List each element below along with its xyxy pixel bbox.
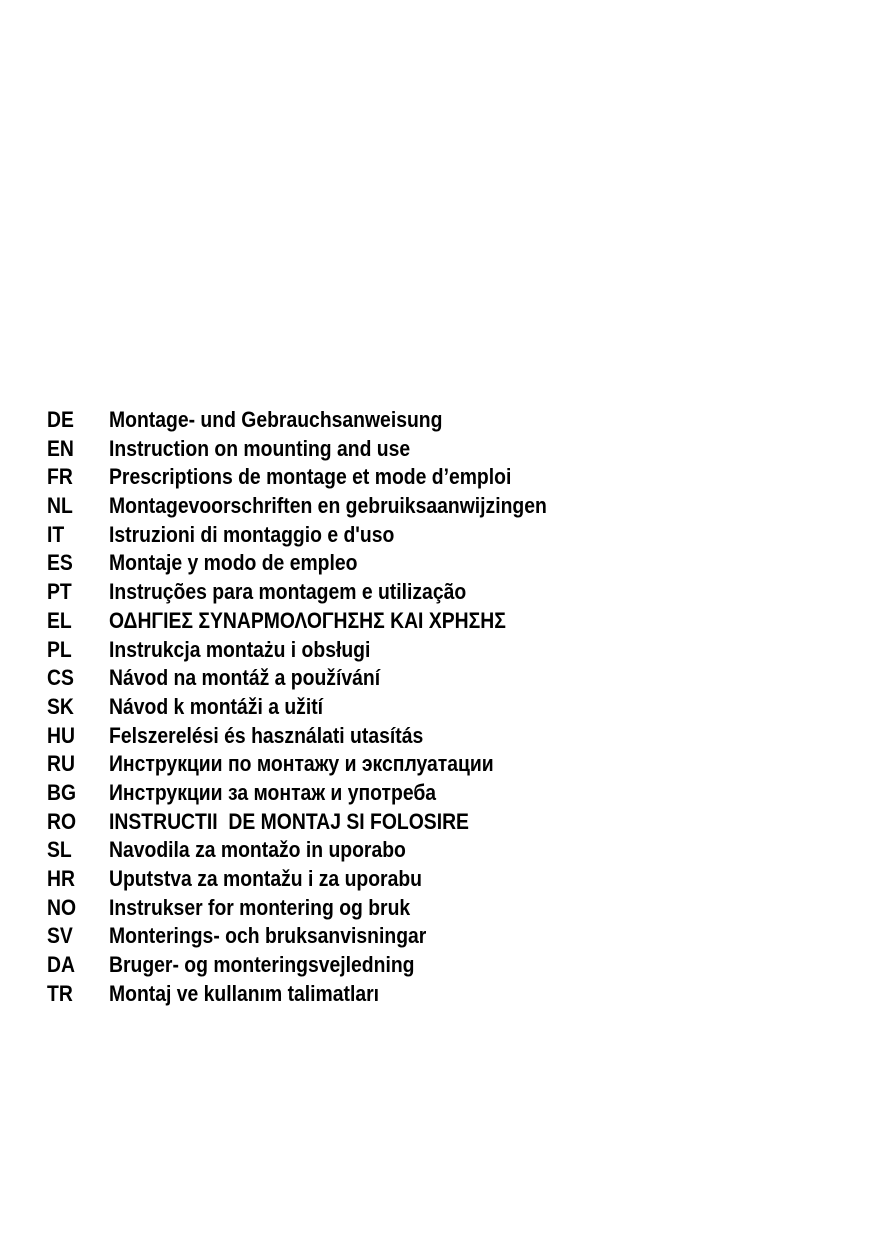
- language-code: NO: [47, 894, 77, 920]
- language-title: Инструкции за монтаж и употреба: [109, 779, 437, 805]
- language-title: Instrukcja montażu i obsługi: [109, 636, 371, 662]
- language-row-hu: [0, 722, 875, 751]
- language-row-ru: [0, 750, 875, 779]
- language-code: PT: [47, 579, 72, 605]
- language-row-tr: [0, 980, 875, 1009]
- language-row-fr: [0, 463, 875, 492]
- language-row-sl: [0, 836, 875, 865]
- language-row-en: [0, 435, 875, 464]
- language-title: Monterings- och bruksanvisningar: [109, 923, 427, 949]
- language-title: Montage- und Gebrauchsanweisung: [109, 407, 443, 432]
- language-title: Istruzioni di montaggio e d'uso: [109, 521, 395, 547]
- language-code: EL: [47, 607, 72, 633]
- language-code: EN: [47, 435, 74, 461]
- language-title: Instruções para montagem e utilização: [109, 579, 467, 605]
- language-title: Montaj ve kullanım talimatları: [109, 980, 380, 1006]
- language-title: INSTRUCTII DE MONTAJ SI FOLOSIRE: [109, 808, 469, 834]
- language-code: RO: [47, 808, 77, 834]
- language-code: TR: [47, 980, 73, 1006]
- language-title: Navodila za montažo in uporabo: [109, 837, 406, 863]
- language-title: Instruction on mounting and use: [109, 435, 411, 461]
- language-row-hr: [0, 865, 875, 894]
- language-code: CS: [47, 665, 74, 691]
- language-code: SV: [47, 923, 73, 949]
- language-code: SK: [47, 693, 74, 719]
- language-title: Felszerelési és használati utasítás: [109, 722, 424, 748]
- language-row-nl: [0, 492, 875, 521]
- language-title: Návod na montáž a používání: [109, 665, 381, 691]
- language-code: IT: [47, 521, 65, 547]
- language-title: Prescriptions de montage et mode d’emploi: [109, 464, 512, 490]
- language-list: [0, 406, 875, 1008]
- language-title: ΟΔΗΓΙΕΣ ΣΥΝΑΡΜΟΛΟΓΗΣΗΣ ΚΑΙ ΧΡΗΣΗΣ: [109, 607, 506, 633]
- language-row-sv: [0, 922, 875, 951]
- language-code: PL: [47, 636, 72, 662]
- language-title: Uputstva za montažu i za uporabu: [109, 866, 423, 891]
- language-code: HU: [47, 722, 75, 748]
- language-row-no: [0, 894, 875, 923]
- language-code: ES: [47, 550, 73, 576]
- language-code: RU: [47, 751, 75, 777]
- language-title: Bruger- og monteringsvejledning: [109, 952, 415, 978]
- language-row-da: [0, 951, 875, 980]
- language-row-de: [0, 406, 875, 435]
- language-row-ro: [0, 808, 875, 837]
- language-code: BG: [47, 779, 77, 805]
- language-code: FR: [47, 464, 73, 490]
- language-code: HR: [47, 866, 75, 891]
- language-title: Instrukser for montering og bruk: [109, 894, 411, 920]
- language-row-pl: [0, 636, 875, 665]
- language-row-sk: [0, 693, 875, 722]
- language-code: DA: [47, 952, 75, 978]
- language-row-bg: [0, 779, 875, 808]
- language-code: SL: [47, 837, 72, 863]
- language-code: DE: [47, 407, 74, 432]
- language-row-it: [0, 521, 875, 550]
- language-title: Инструкции по монтажу и эксплуатации: [109, 751, 494, 777]
- language-title: Návod k montáži a užití: [109, 693, 324, 719]
- language-row-pt: [0, 578, 875, 607]
- language-title: Montaje y modo de empleo: [109, 550, 358, 576]
- language-title: Montagevoorschriften en gebruiksaanwijzingen: [109, 493, 547, 519]
- language-row-el: [0, 607, 875, 636]
- language-row-es: [0, 549, 875, 578]
- language-code: NL: [47, 493, 73, 519]
- language-row-cs: [0, 664, 875, 693]
